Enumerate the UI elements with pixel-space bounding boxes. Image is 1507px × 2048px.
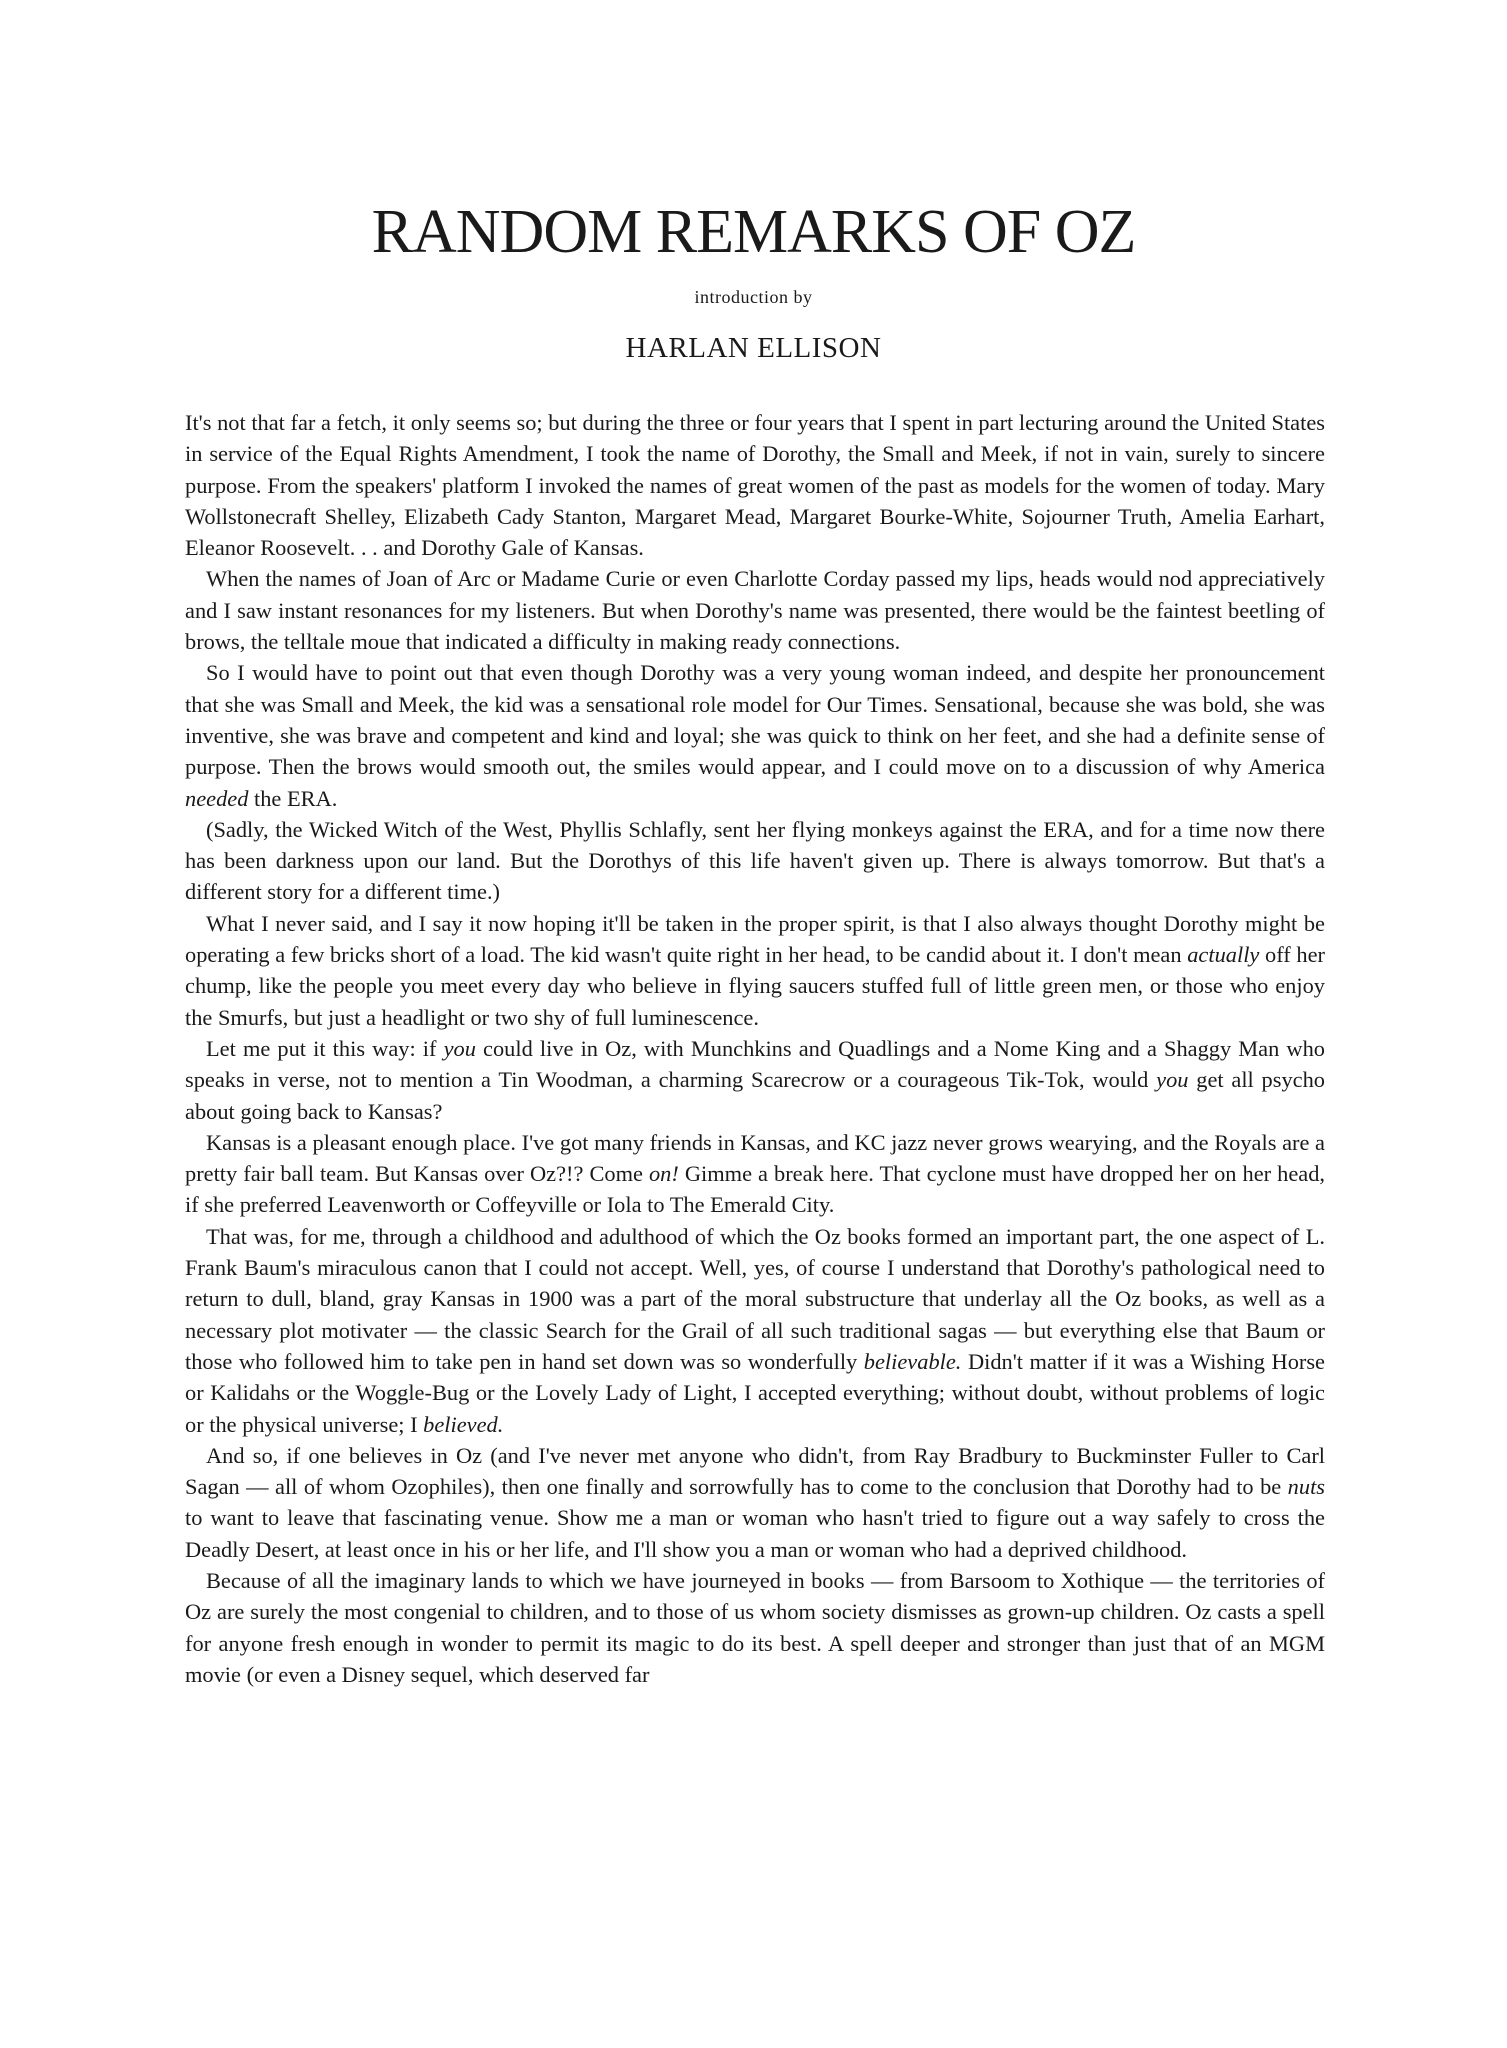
text-run: Kansas is a pleasant enough place. I've got many friends in Kansas, and KC jazz never grows wearying, and the Royals are a pretty fair ball team. But Kansas over Oz?!? Come [185, 1129, 1325, 1187]
text-run: off her chump, like the people you meet every day who believe in flying saucers stuffed full of little green men, or those who enjoy the Smurfs, but just a headlight or two shy of full luminescence. [185, 942, 1325, 1030]
body-paragraph [185, 908, 1325, 1033]
text-run: (Sadly, the Wicked Witch of the West, Phyllis Schlafly, sent her flying monkeys against the ERA, and for a time now there has been darkness upon our land. But the Dorothys of this life haven't given up. There is always tomorrow. But that's a different story for a different time.) [185, 816, 1325, 905]
text-run: could live in Oz, with Munchkins and Quadlings and a Nome King and a Shaggy Man who speaks in verse, not to mention a Tin Woodman, a charming Scarecrow or a courageous Tik-Tok, would [185, 1035, 1325, 1093]
text-run: And so, if one believes in Oz (and I've never met anyone who didn't, from Ray Bradbury to Buckminster Fuller to Carl Sagan — all of whom Ozophiles), then one finally and sorrowfully has to come to the conclusion that Dorothy had to be [185, 1442, 1325, 1500]
body-paragraph [185, 1033, 1325, 1127]
text-run: That was, for me, through a childhood and adulthood of which the Oz books formed an important part, the one aspect of L. Frank Baum's miraculous canon that I could not accept. Well, yes, of course I understand that Dorothy's pathological need to return to dull, bland, gray Kansas in 1900 was a part of the moral substructure that underlay all the Oz books, as well as a necessary plot motivater — the classic Search for the Grail of all such traditional sagas — but everything else that Baum or those who followed him to take pen in hand set down was so wonderfully [185, 1223, 1325, 1374]
text-run: Because of all the imaginary lands to which we have journeyed in books — from Barsoom to Xothique — the territories of Oz are surely the most congenial to children, and to those of us whom society dismisses as grown-up children. Oz casts a spell for anyone fresh enough in wonder to permit its magic to do its best. A spell deeper and stronger than just that of an MGM movie (or even a Disney sequel, which deserved far [185, 1567, 1325, 1687]
body-paragraph [185, 407, 1325, 563]
italic-emphasis: you [443, 1035, 476, 1061]
article-body [185, 407, 1325, 1690]
introduction-label: introduction by [694, 287, 813, 307]
text-run: the ERA. [248, 785, 338, 811]
body-paragraph [185, 563, 1325, 657]
italic-emphasis: needed [185, 785, 249, 811]
body-paragraph [185, 657, 1325, 813]
text-run: When the names of Joan of Arc or Madame Curie or even Charlotte Corday passed my lips, heads would nod appreciatively and I saw instant resonances for my listeners. But when Dorothy's name was presented, there would be the faintest beetling of brows, the telltale moue that indicated a difficulty in making ready connections. [185, 566, 1325, 655]
italic-emphasis: actually [1187, 942, 1260, 968]
text-run: So I would have to point out that even though Dorothy was a very young woman indeed, and despite her pronouncement that she was Small and Meek, the kid was a sensational role model for Our Times. Sensational, because she was bold, she was inventive, she was brave and competent and kind and loyal; she was quick to think on her feet, and she had a definite sense of purpose. Then the brows would smooth out, the smiles would appear, and I could move on to a discussion of why America [185, 660, 1325, 780]
body-paragraph [185, 1440, 1325, 1565]
text-run: Didn't matter if it was a Wishing Horse or Kalidahs or the Woggle-Bug or the Lovely Lady of Light, I accepted everything; without doubt, without problems of logic or the physical universe; I [185, 1348, 1325, 1437]
italic-emphasis: you [1156, 1067, 1189, 1093]
text-run: to want to leave that fascinating venue. Show me a man or woman who hasn't tried to figure out a way safely to cross the Deadly Desert, at least once in his or her life, and I'll show you a man or woman who had a deprived childhood. [185, 1505, 1325, 1562]
text-run: Let me put it this way: if [206, 1035, 444, 1061]
italic-emphasis: believable. [863, 1348, 962, 1374]
author-name: HARLAN ELLISON [625, 332, 882, 364]
italic-emphasis: nuts [1287, 1474, 1325, 1500]
body-paragraph [185, 1127, 1325, 1221]
italic-emphasis: on! [648, 1161, 679, 1187]
body-paragraph [185, 1565, 1325, 1690]
text-run: What I never said, and I say it now hoping it'll be taken in the proper spirit, is that I also always thought Dorothy might be operating a few bricks short of a load. The kid wasn't quite right in her head, to be candid about it. I don't mean [185, 910, 1325, 968]
italic-emphasis: believed. [423, 1411, 504, 1437]
body-paragraph [185, 814, 1325, 908]
text-run: get all psycho about going back to Kansas? [185, 1067, 1325, 1124]
body-paragraph [185, 1221, 1325, 1440]
article-title: RANDOM REMARKS OF OZ [371, 198, 1136, 266]
text-run: It's not that far a fetch, it only seems so; but during the three or four years that I spent in part lecturing around the United States in service of the Equal Rights Amendment, I took the name of Dorothy, the Small and Meek, if not in vain, surely to sincere purpose. From the speakers' platform I invoked the names of great women of the past as models for the women of today. Mary Wollstonecraft Shelley, Elizabeth Cady Stanton, Margaret Mead, Margaret Bourke-White, Sojourner Truth, Amelia Earhart, Eleanor Roosevelt. . . and Dorothy Gale of Kansas. [185, 410, 1325, 561]
text-run: Gimme a break here. That cyclone must have dropped her on her head, if she preferred Leavenworth or Coffeyville or Iola to The Emerald City. [185, 1161, 1325, 1218]
